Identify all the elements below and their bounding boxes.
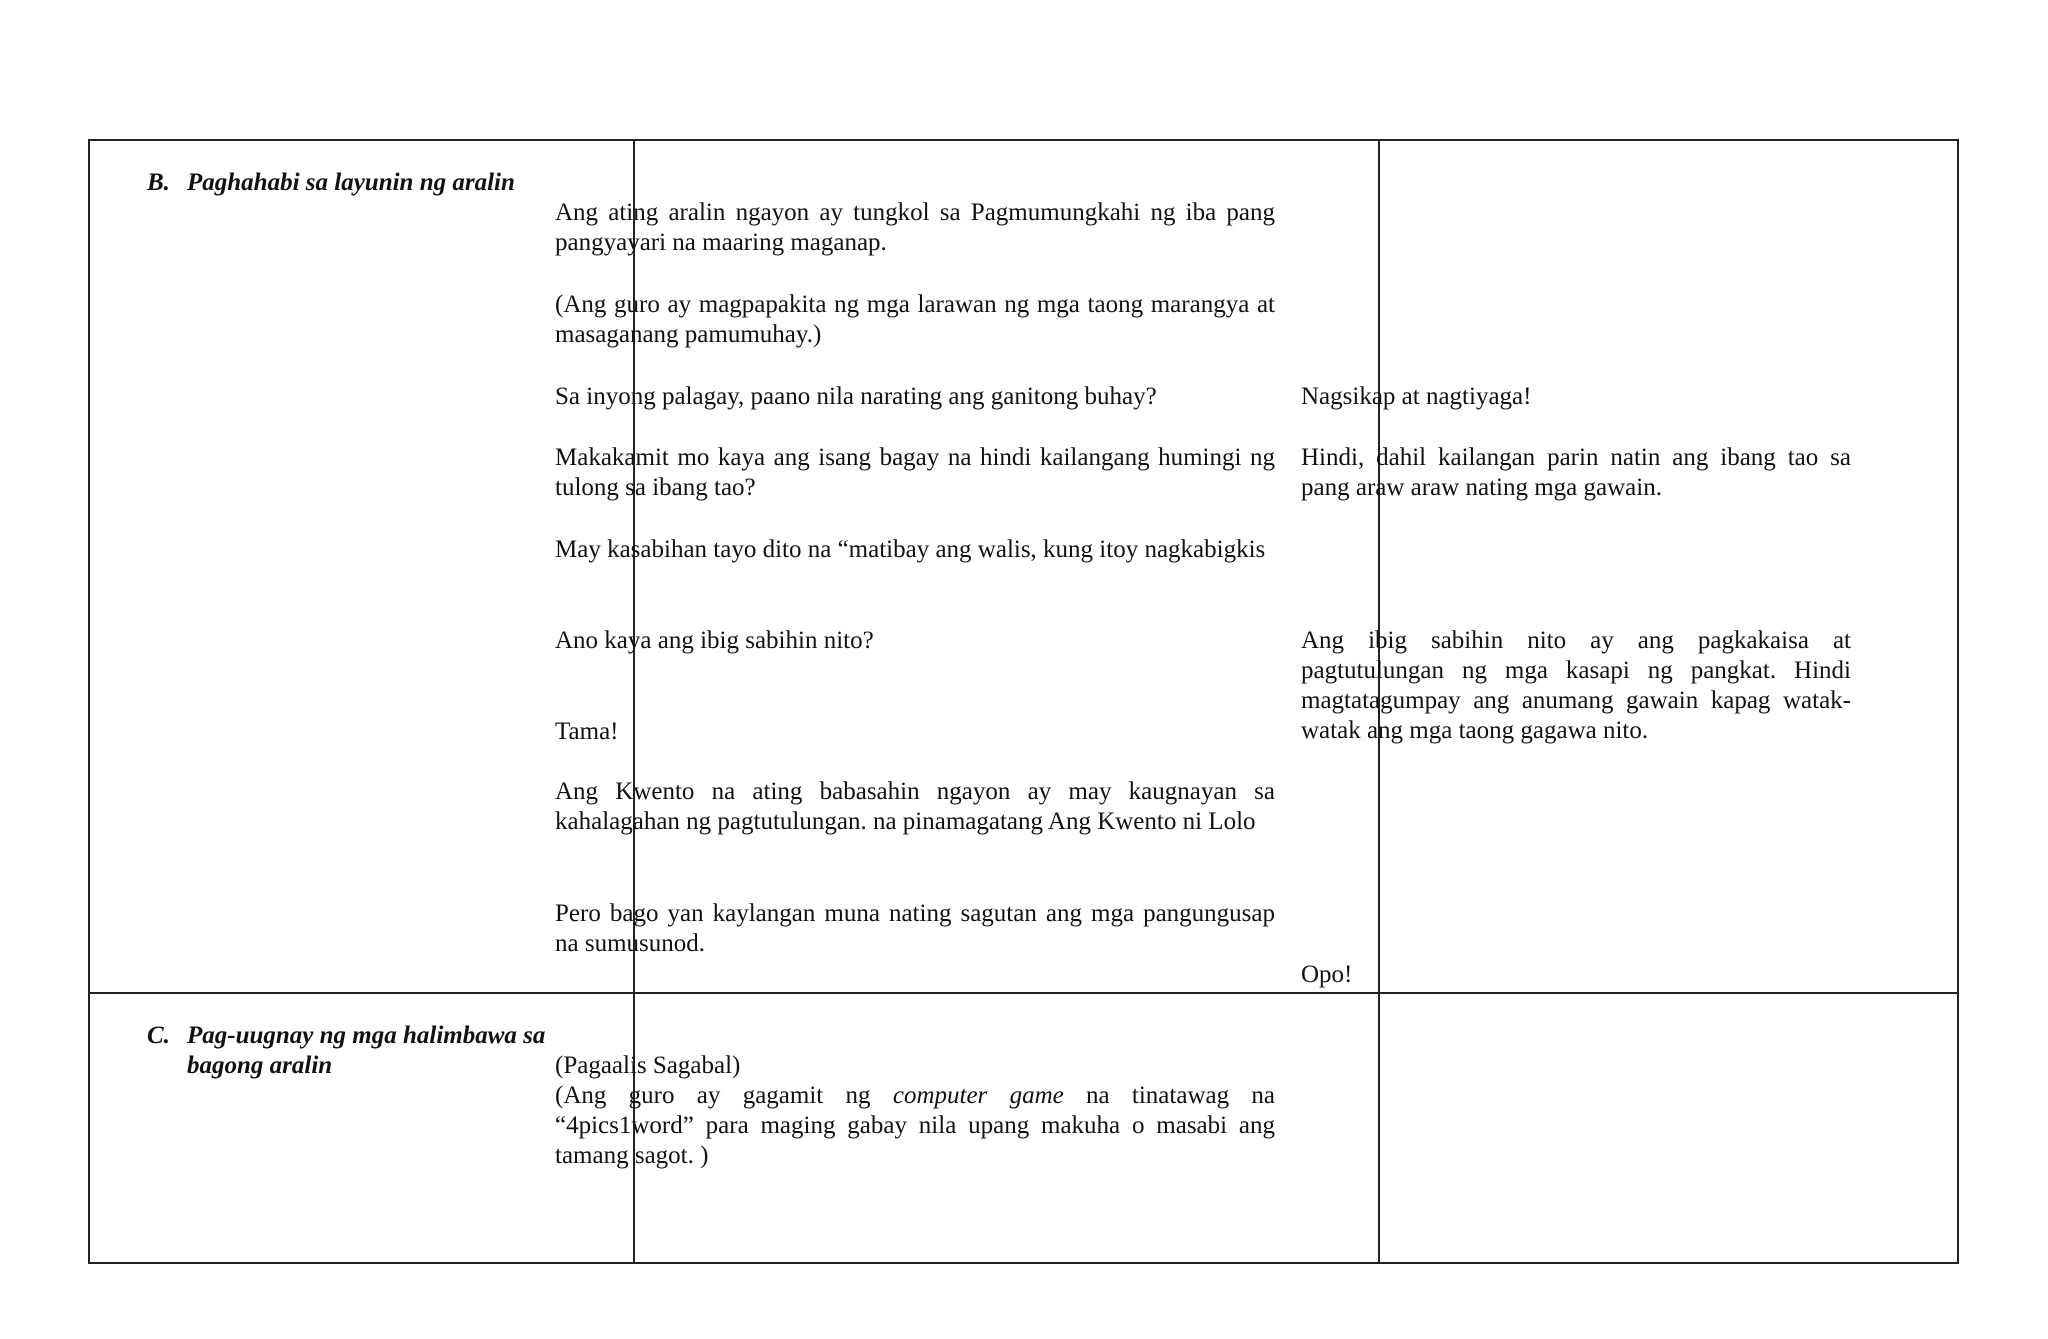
- section-b-title: Paghahabi sa layunin ng aralin: [187, 169, 515, 196]
- section-b-heading: [147, 168, 607, 198]
- section-c-heading: [147, 1021, 607, 1081]
- teacher-paragraph-7: Tama!: [555, 718, 619, 745]
- section-c-title-line-1: Pag-uugnay ng mga halimbawa sa: [187, 1022, 546, 1049]
- section-c-title-line-2: bagong aralin: [187, 1052, 333, 1079]
- computer-game-term: computer game: [892, 1082, 1064, 1109]
- teacher-paragraph-1: Ang ating aralin ngayon ay tungkol sa Pagmumungkahi ng iba pang pangyayari na maaring maganap.: [555, 199, 1275, 256]
- student-response-4: Opo!: [1301, 961, 1353, 988]
- student-response-2: Hindi, dahil kailangan parin natin ang ibang tao sa pang araw araw nating mga gawain.: [1301, 444, 1851, 501]
- section-c-paragraph-1: (Pagaalis Sagabal): [555, 1052, 741, 1079]
- teacher-paragraph-8: Ang Kwento na ating babasahin ngayon ay may kaugnayan sa kahalagahan ng pagtutulungan. na pinamagatang Ang Kwento ni Lolo: [555, 778, 1275, 835]
- section-c-paragraph-2-end: na tinatawag na “4pics1word” para maging gabay nila upang makuha o masabi ang tamang sagot. ): [555, 1082, 1275, 1169]
- teacher-paragraph-9: Pero bago yan kaylangan muna nating sagutan ang mga pangungusap na sumusunod.: [555, 900, 1275, 957]
- student-response-1: Nagsikap at nagtiyaga!: [1301, 383, 1532, 410]
- section-b-letter: B.: [147, 169, 170, 196]
- section-c-letter: C.: [147, 1022, 170, 1049]
- teacher-paragraph-6: Ano kaya ang ibig sabihin nito?: [555, 627, 874, 654]
- section-c-paragraph-2-start: (Ang guro ay gagamit ng: [555, 1082, 893, 1109]
- teacher-paragraph-2: (Ang guro ay magpapakita ng mga larawan ng mga taong marangya at masaganang pamumuhay.): [555, 291, 1275, 348]
- teacher-paragraph-3: Sa inyong palagay, paano nila narating ang ganitong buhay?: [555, 383, 1157, 410]
- student-response-3: Ang ibig sabihin nito ay ang pagkakaisa at pagtutulungan ng mga kasapi ng pangkat. Hindi magtatagumpay ang anumang gawain kapag watak-watak ang mga taong gagawa nito.: [1301, 627, 1851, 744]
- section-c-title: [187, 1021, 545, 1081]
- teacher-paragraph-4: Makakamit mo kaya ang isang bagay na hindi kailangang humingi ng tulong sa ibang tao?: [555, 444, 1275, 501]
- section-c-paragraph-2: [555, 1081, 1275, 1171]
- teacher-paragraph-5: May kasabihan tayo dito na “matibay ang walis, kung itoy nagkabigkis: [555, 536, 1266, 563]
- row-divider: [90, 992, 1957, 994]
